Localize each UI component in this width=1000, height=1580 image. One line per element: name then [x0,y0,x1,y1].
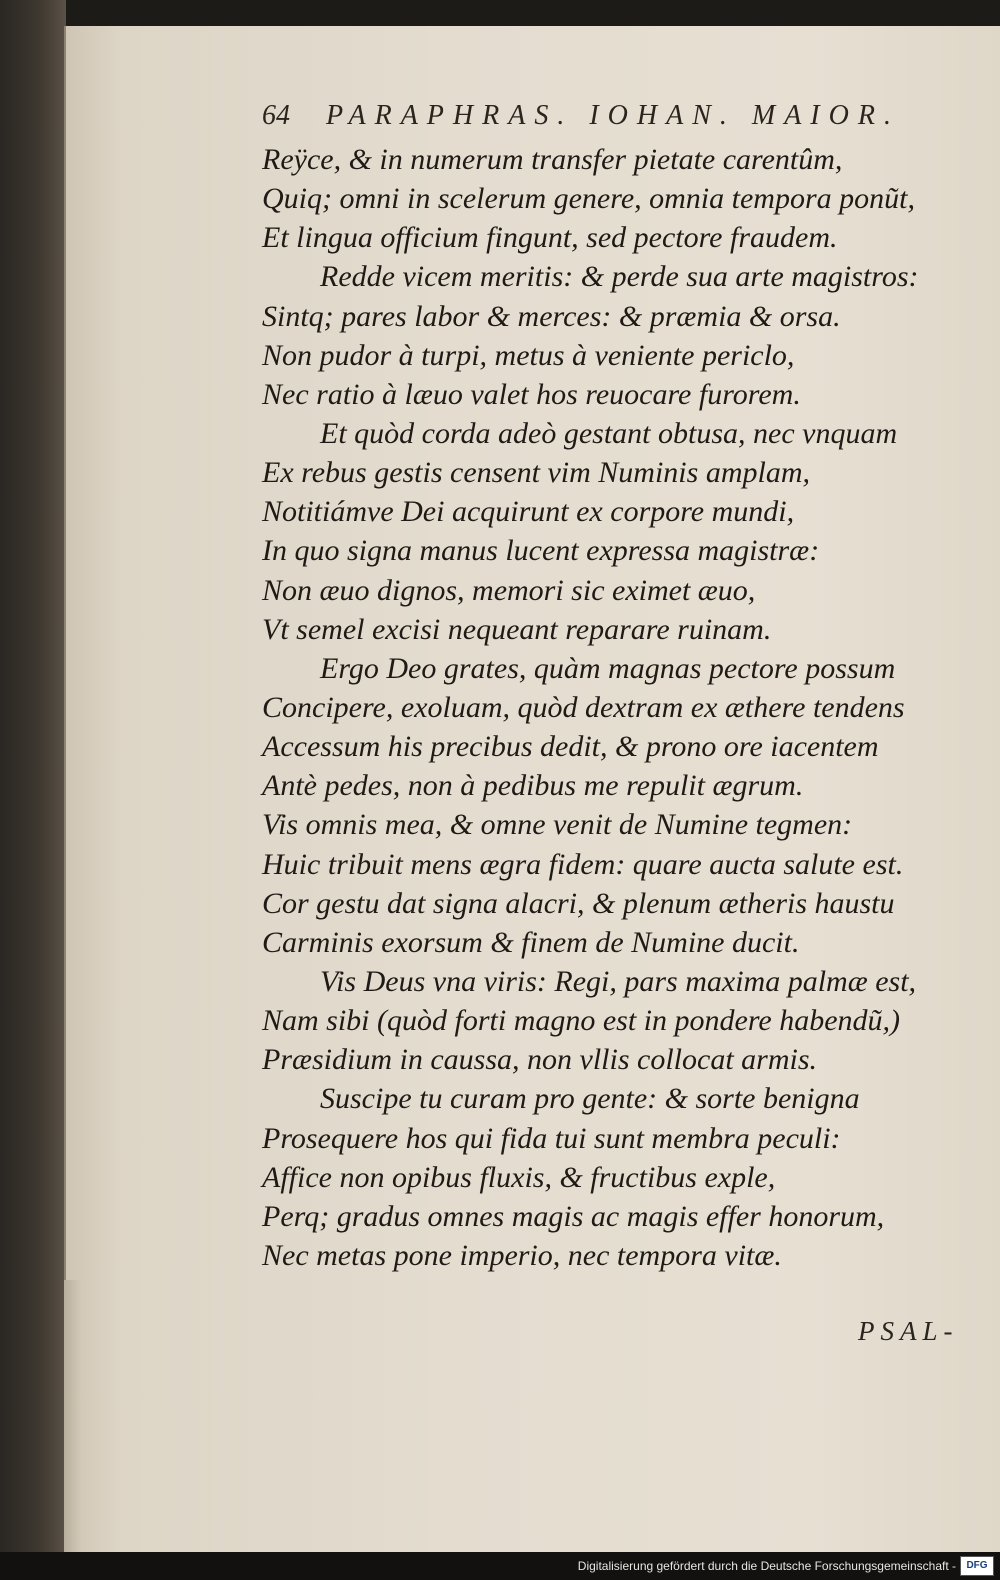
verse-line: Antè pedes, non à pedibus me repulit ægrum. [262,769,804,803]
scan-background-top [0,0,1000,28]
verse-line: Nam sibi (quòd forti magno est in pondere habendũ,) [262,1004,901,1038]
running-title: PARAPHRAS. IOHAN. MAIOR. [326,100,900,131]
verse-line: Reÿce, & in numerum transfer pietate carentûm, [262,143,843,176]
verse-line: Concipere, exoluam, quòd dextram ex æthere tendens [262,690,905,724]
verse-line: Præsidium in caussa, non vllis collocat armis. [262,1043,817,1077]
verse-line: Affice non opibus fluxis, & fructibus exple, [262,1160,776,1194]
verse-line: Suscipe tu curam pro gente: & sorte benigna [320,1082,860,1116]
verse-line: Perq; gradus omnes magis ac magis effer honorum, [262,1199,885,1233]
verse-line: Sintq; pares labor & merces: & præmia & orsa. [262,299,841,333]
verse-line: Vt semel excisi nequeant reparare ruinam. [262,612,772,646]
page-number: 64 [262,100,290,131]
dfg-logo: DFG [960,1556,994,1576]
verse-line: Notitiámve Dei acquirunt ex corpore mundi, [262,495,795,529]
verse-line: Redde vicem meritis: & perde sua arte magistros: [320,260,919,294]
verse-text-block [262,140,992,1275]
verse-line: Ex rebus gestis censent vim Numinis amplam, [262,456,810,490]
verse-line: Carminis exorsum & finem de Numine ducit. [262,925,800,959]
catchword: PSAL- [858,1316,959,1346]
verse-line: Non pudor à turpi, metus à veniente periclo, [262,338,795,372]
verse-line: Vis omnis mea, & omne venit de Numine tegmen: [262,808,853,842]
verse-line: In quo signa manus lucent expressa magistræ: [262,534,820,568]
verse-line: Non æuo dignos, memori sic eximet æuo, [262,573,756,607]
verse-line: Accessum his precibus dedit, & prono ore iacentem [262,730,879,764]
verse-line: Et lingua officium fingunt, sed pectore fraudem. [262,221,838,255]
verse-line: Nec ratio à læuo valet hos reuocare furorem. [262,377,801,411]
digitization-credit: Digitalisierung gefördert durch die Deutsche Forschungsgemeinschaft - [577,1559,956,1573]
verse-line: Nec metas pone imperio, nec tempora vitæ. [262,1238,782,1272]
verse-line: Ergo Deo grates, quàm magnas pectore possum [320,651,896,685]
verse-line: Quiq; omni in scelerum genere, omnia tempora ponũt, [262,182,915,216]
verse-line: Prosequere hos qui fida tui sunt membra peculi: [262,1121,841,1155]
verse-line: Vis Deus vna viris: Regi, pars maxima palmæ est, [320,964,917,998]
scan-background-left [0,0,66,1552]
verse-line: Cor gestu dat signa alacri, & plenum ætheris haustu [262,886,895,920]
verse-line: Et quòd corda adeò gestant obtusa, nec vnquam [320,416,898,450]
page-header [262,100,992,140]
page-worn-edge [64,1280,82,1552]
verse-line: Huic tribuit mens ægra fidem: quare aucta salute est. [262,847,904,881]
